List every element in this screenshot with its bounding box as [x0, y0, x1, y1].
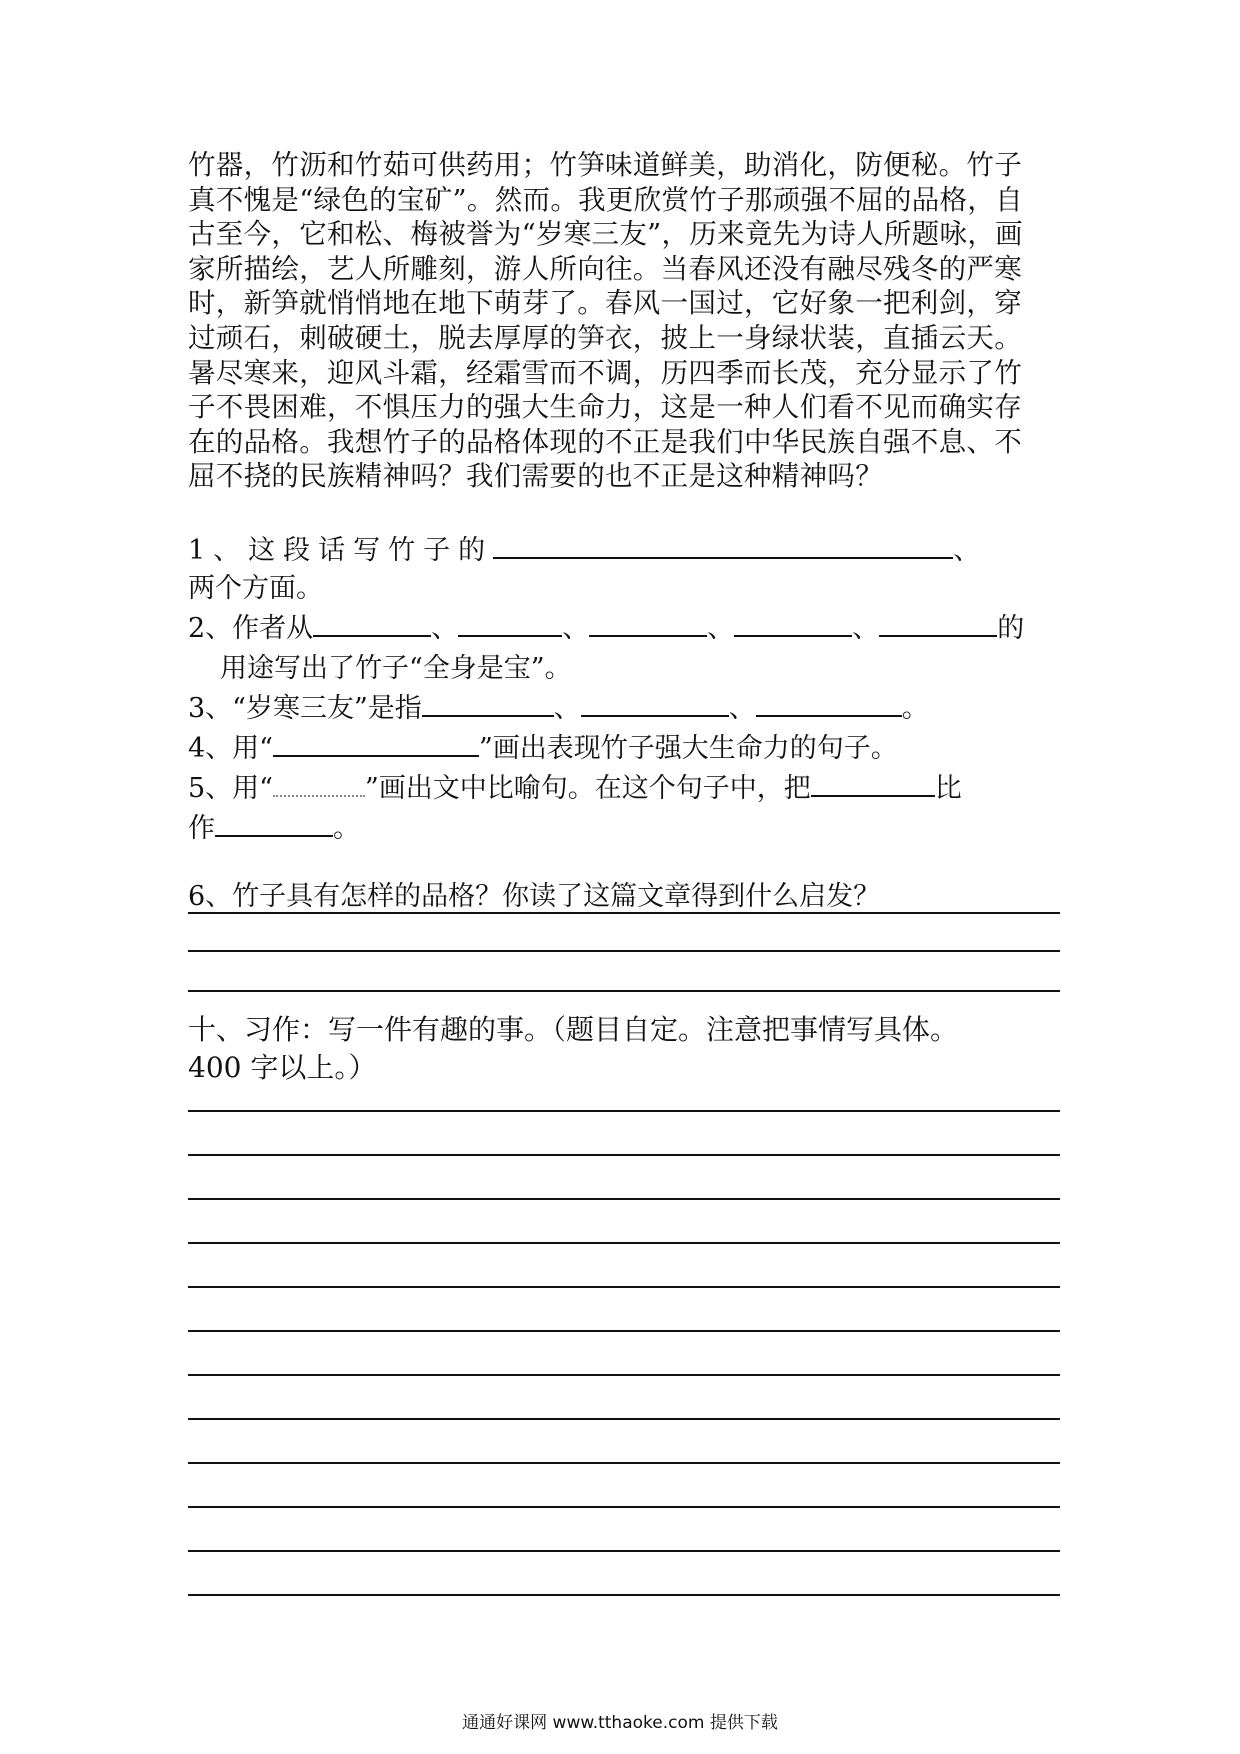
passage-line: 屈不挠的民族精神吗？我们需要的也不正是这种精神吗？ — [188, 460, 883, 493]
composition-prompt: 十、习作：写一件有趣的事。（题目自定。注意把事情写具体。 — [188, 1013, 959, 1046]
passage-line: 家所描绘，艺人所雕刻，游人所向往。当春风还没有融尽残冬的严寒 — [188, 252, 1022, 285]
answer-blank[interactable] — [756, 689, 902, 717]
question-2: 2、作者从 、 、 、 、 的 — [188, 606, 1024, 645]
writing-line[interactable] — [188, 1198, 1060, 1200]
question-5: 5、用“ ”画出文中比喻句。在这个句子中，把 比 — [188, 766, 962, 805]
wavy-underline-sample — [273, 773, 365, 797]
writing-line[interactable] — [188, 1110, 1060, 1112]
answer-blank[interactable] — [215, 809, 333, 837]
question-1-continued: 两个方面。 — [188, 573, 323, 604]
answer-blank[interactable] — [313, 609, 431, 637]
passage-line: 时，新笋就悄悄地在地下萌芽了。春风一国过，它好象一把利剑，穿 — [188, 287, 1022, 320]
writing-line[interactable] — [188, 1418, 1060, 1420]
writing-line[interactable] — [188, 1462, 1060, 1464]
writing-line[interactable] — [188, 1154, 1060, 1156]
answer-blank[interactable] — [581, 689, 729, 717]
passage-line: 暑尽寒来，迎风斗霜，经霜雪而不调，历四季而长茂，充分显示了竹 — [188, 356, 1022, 389]
passage-line: 古至今，它和松、梅被誉为“岁寒三友”，历来竟先为诗人所题咏，画 — [188, 218, 1023, 251]
writing-line[interactable] — [188, 1330, 1060, 1332]
answer-blank[interactable] — [458, 609, 562, 637]
question-3: 3、“岁寒三友”是指 、 、 。 — [188, 686, 929, 725]
passage-line: 竹器，竹沥和竹茹可供药用；竹笋味道鲜美，助消化，防便秘。竹子 — [188, 149, 1022, 181]
question-4: 4、用“ ”画出表现竹子强大生命力的句子。 — [188, 726, 898, 765]
writing-line[interactable] — [188, 1374, 1060, 1376]
reading-passage — [188, 148, 1060, 494]
underline-sample — [273, 729, 479, 757]
passage-line: 在的品格。我想竹子的品格体现的不正是我们中华民族自强不息、不 — [188, 425, 1022, 458]
answer-blank[interactable] — [879, 609, 997, 637]
question-5-continued: 作 。 — [188, 806, 360, 845]
answer-blank[interactable] — [493, 531, 953, 559]
answer-blank[interactable] — [734, 609, 852, 637]
writing-line[interactable] — [188, 1286, 1060, 1288]
writing-line[interactable] — [188, 1242, 1060, 1244]
answer-line[interactable] — [188, 950, 1060, 952]
writing-line[interactable] — [188, 1594, 1060, 1596]
passage-line: 过顽石，刺破硬土，脱去厚厚的笋衣，披上一身绿状装，直插云天。 — [188, 321, 1022, 354]
answer-blank[interactable] — [811, 769, 935, 797]
answer-blank[interactable] — [422, 689, 554, 717]
page-footer: 通通好课网 www.tthaoke.com 提供下载 — [462, 1713, 778, 1733]
question-2-continued: 用途写出了竹子“全身是宝”。 — [220, 653, 572, 684]
question-6: 6、竹子具有怎样的品格？你读了这篇文章得到什么启发？ — [188, 881, 881, 912]
answer-line[interactable] — [188, 990, 1060, 992]
answer-line[interactable] — [188, 912, 1060, 914]
question-1: 1、这段话写竹子的 、 — [188, 528, 988, 567]
answer-blank[interactable] — [589, 609, 707, 637]
composition-prompt-continued: 400 字以上。） — [188, 1051, 377, 1084]
passage-line: 真不愧是“绿色的宝矿”。然而。我更欣赏竹子那顽强不屈的品格，自 — [188, 183, 1023, 216]
writing-line[interactable] — [188, 1506, 1060, 1508]
passage-line: 子不畏困难，不惧压力的强大生命力，这是一种人们看不见而确实存 — [188, 391, 1022, 424]
writing-line[interactable] — [188, 1550, 1060, 1552]
